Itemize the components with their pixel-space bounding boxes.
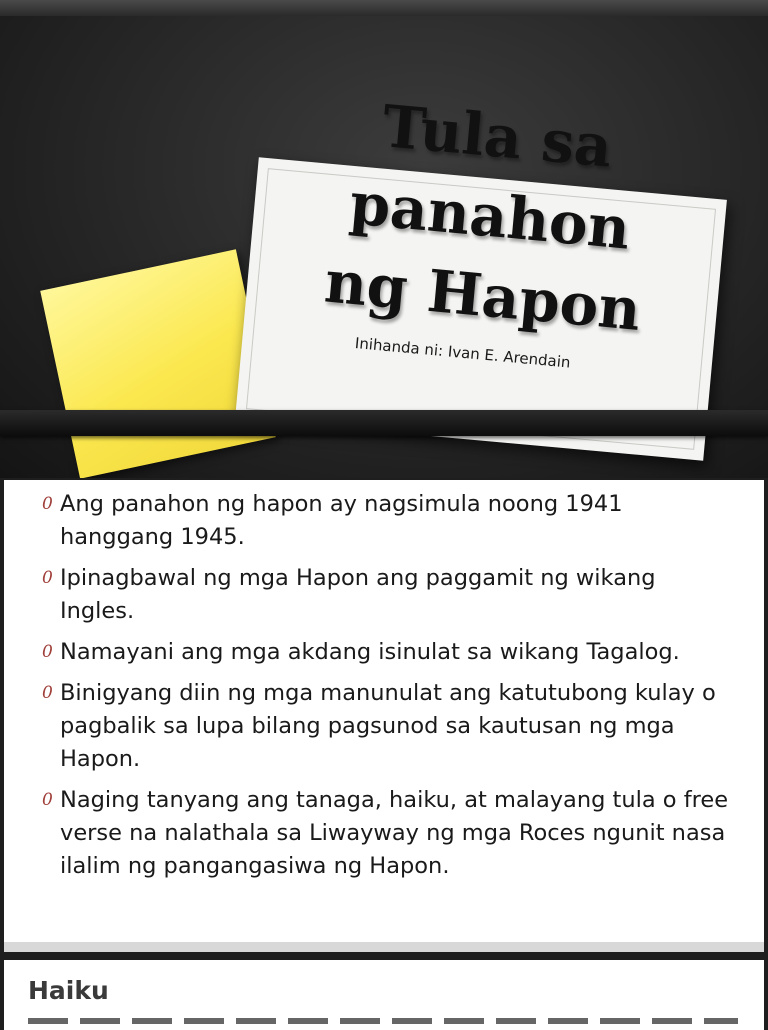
slide-heading: Haiku xyxy=(28,976,109,1005)
bullet-item xyxy=(42,677,734,776)
next-slide-peek xyxy=(4,960,764,1030)
dark-band xyxy=(0,410,768,436)
bullet-marker: 0 xyxy=(42,790,53,810)
bullet-item xyxy=(42,488,734,554)
title-slide xyxy=(0,0,768,478)
bullet-text: Namayani ang mga akdang isinulat sa wikang Tagalog. xyxy=(60,639,680,665)
bullet-marker: 0 xyxy=(42,683,53,703)
cut-off-text-line xyxy=(28,1018,738,1024)
bullet-item xyxy=(42,784,734,883)
bullet-marker: 0 xyxy=(42,568,53,588)
author-line: Inihanda ni: Ivan E. Arendain xyxy=(354,334,572,372)
bullet-marker: 0 xyxy=(42,494,53,514)
bullet-marker: 0 xyxy=(42,642,53,662)
bullet-text: Ang panahon ng hapon ay nagsimula noong 1941 hanggang 1945. xyxy=(60,491,623,550)
slide-top-edge xyxy=(0,0,768,16)
bullet-item xyxy=(42,636,734,669)
bullet-slide xyxy=(4,480,764,952)
bullet-text: Ipinagbawal ng mga Hapon ang paggamit ng wikang Ingles. xyxy=(60,565,656,624)
bullet-item xyxy=(42,562,734,628)
bullet-text: Binigyang diin ng mga manunulat ang katutubong kulay o pagbalik sa lupa bilang pagsunod sa kautusan ng mga Hapon. xyxy=(60,680,716,772)
bullet-text: Naging tanyang ang tanaga, haiku, at malayang tula o free verse na nalathala sa Liwayway ng mga Roces ngunit nasa ilalim ng pangangasiwa ng Hapon. xyxy=(60,787,729,879)
bullet-list xyxy=(4,480,764,883)
slide-title: Tula sa panahon ng Hapon xyxy=(321,92,644,344)
